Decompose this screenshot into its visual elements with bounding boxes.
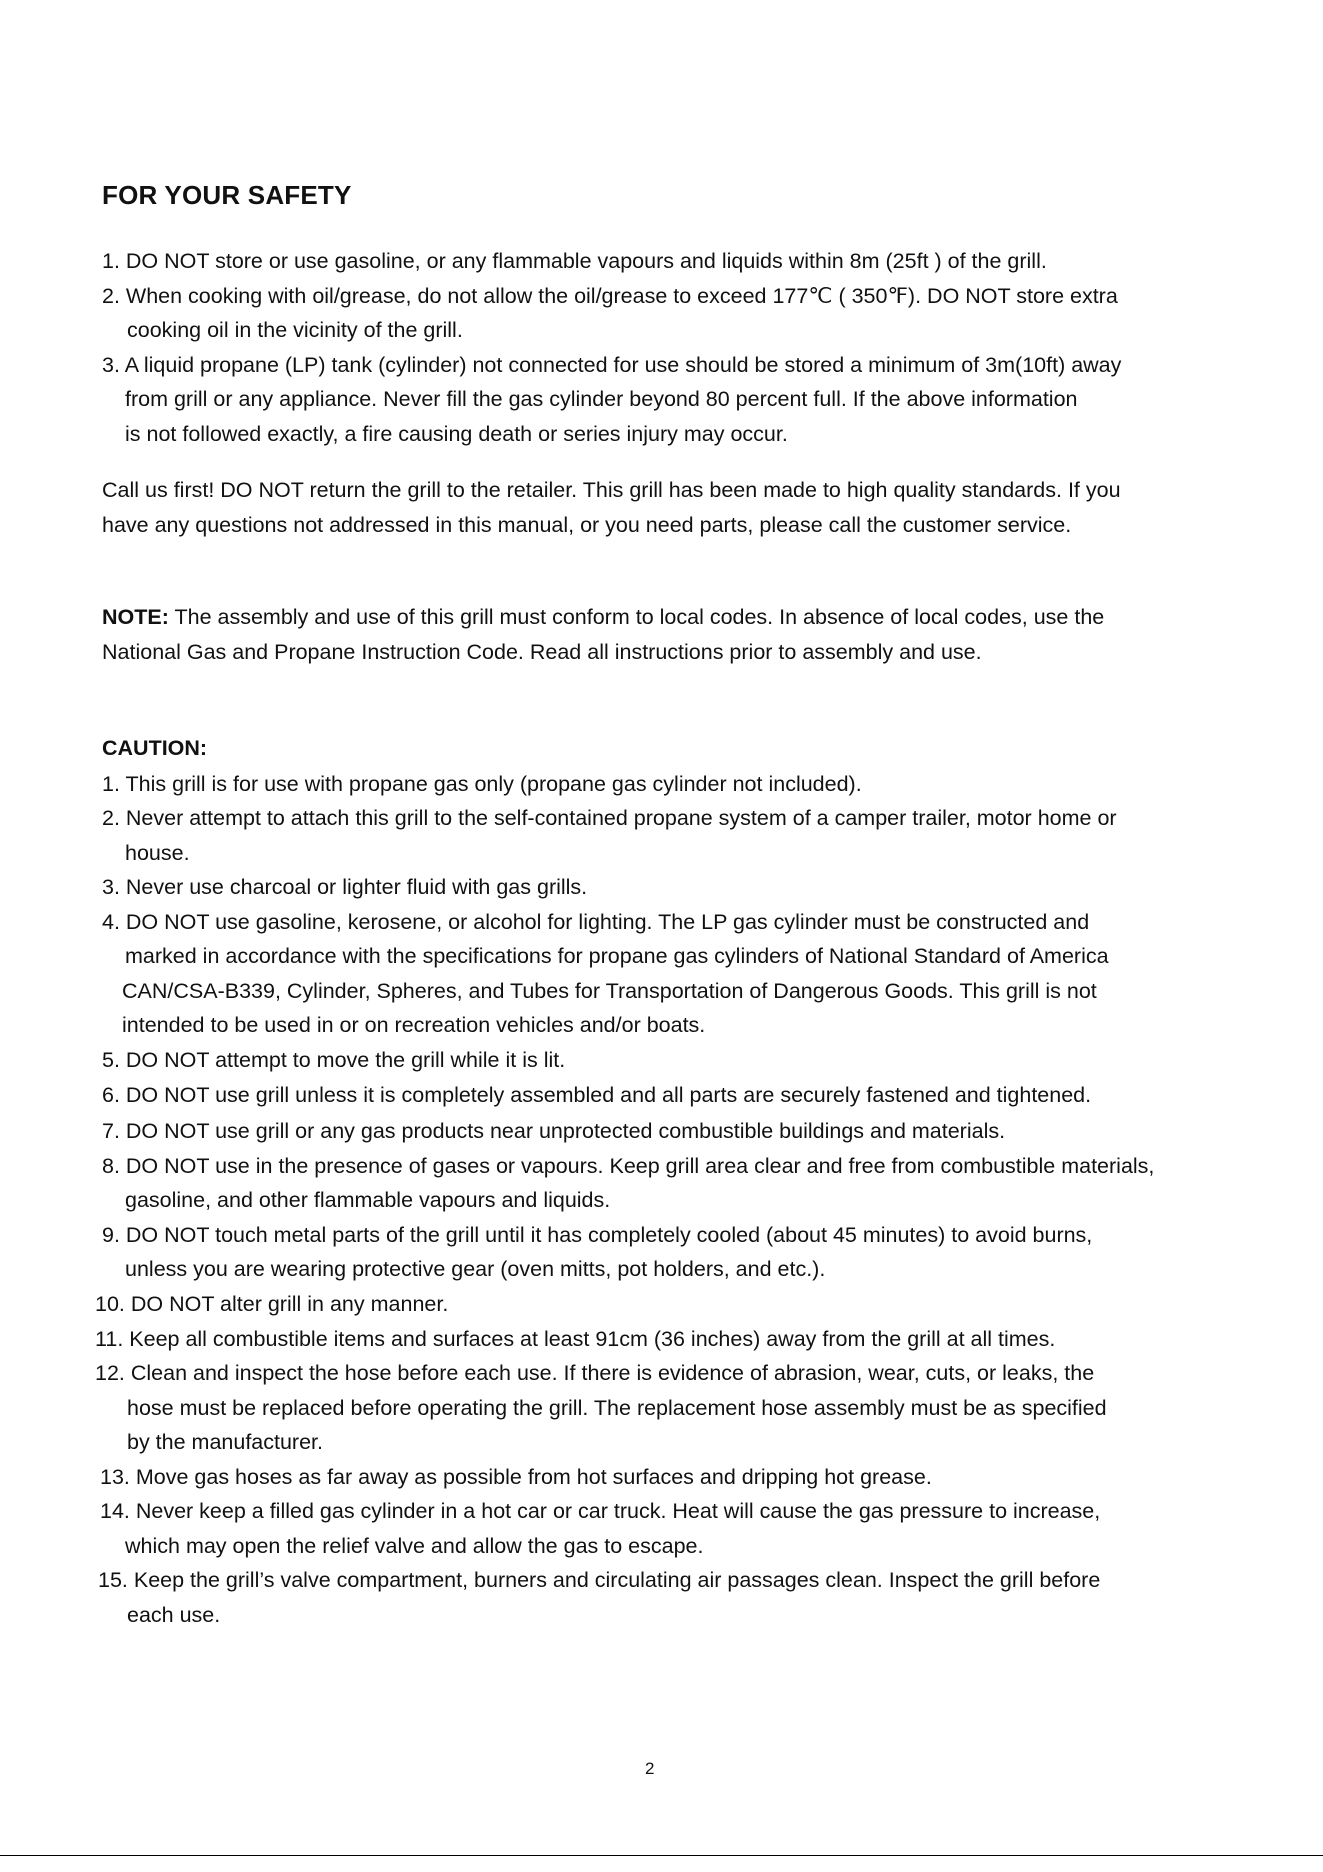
safety-item-3-cont: is not followed exactly, a fire causing death or series injury may occur.	[125, 422, 788, 446]
caution-item-4: 4. DO NOT use gasoline, kerosene, or alcohol for lighting. The LP gas cylinder must be constructed and	[102, 910, 1090, 934]
note-text: The assembly and use of this grill must conform to local codes. In absence of local codes, use the	[168, 605, 1105, 629]
caution-item-12-cont: hose must be replaced before operating the grill. The replacement hose assembly must be as specified	[127, 1396, 1107, 1420]
note-line: National Gas and Propane Instruction Code. Read all instructions prior to assembly and use.	[102, 640, 982, 664]
caution-item-8: 8. DO NOT use in the presence of gases or vapours. Keep grill area clear and free from combustible materials,	[102, 1154, 1155, 1178]
caution-item-14-cont: which may open the relief valve and allow the gas to escape.	[125, 1534, 704, 1558]
call-us-line: Call us first! DO NOT return the grill to the retailer. This grill has been made to high quality standards. If you	[102, 478, 1121, 502]
caution-item-14: 14. Never keep a filled gas cylinder in a hot car or car truck. Heat will cause the gas pressure to increase,	[100, 1499, 1101, 1523]
caution-item-12: 12. Clean and inspect the hose before each use. If there is evidence of abrasion, wear, cuts, or leaks, the	[95, 1361, 1095, 1385]
caution-item-4-cont: CAN/CSA-B339, Cylinder, Spheres, and Tubes for Transportation of Dangerous Goods. This grill is not	[122, 979, 1097, 1003]
caution-item-8-cont: gasoline, and other flammable vapours and liquids.	[125, 1188, 611, 1212]
caution-item-6: 6. DO NOT use grill unless it is completely assembled and all parts are securely fastened and tightened.	[102, 1083, 1092, 1107]
caution-item-2-cont: house.	[125, 841, 190, 865]
caution-item-4-cont: marked in accordance with the specifications for propane gas cylinders of National Standard of America	[125, 944, 1109, 968]
caution-item-13: 13. Move gas hoses as far away as possible from hot surfaces and dripping hot grease.	[100, 1465, 932, 1489]
caution-item-15: 15. Keep the grill’s valve compartment, burners and circulating air passages clean. Inspect the grill before	[98, 1568, 1101, 1592]
caution-item-2: 2. Never attempt to attach this grill to the self-contained propane system of a camper trailer, motor home or	[102, 806, 1117, 830]
bottom-divider	[0, 1855, 1323, 1856]
caution-item-5: 5. DO NOT attempt to move the grill while it is lit.	[102, 1048, 566, 1072]
caution-item-11: 11. Keep all combustible items and surfaces at least 91cm (36 inches) away from the grill at all times.	[95, 1327, 1056, 1351]
call-us-line: have any questions not addressed in this manual, or you need parts, please call the customer service.	[102, 513, 1072, 537]
caution-item-9-cont: unless you are wearing protective gear (oven mitts, pot holders, and etc.).	[125, 1257, 826, 1281]
caution-item-12-cont: by the manufacturer.	[127, 1430, 323, 1454]
caution-item-9: 9. DO NOT touch metal parts of the grill until it has completely cooled (about 45 minutes) to avoid burns,	[102, 1223, 1093, 1247]
page-number: 2	[645, 1759, 655, 1778]
safety-item-2-cont: cooking oil in the vicinity of the grill.	[127, 318, 463, 342]
caution-item-10: 10. DO NOT alter grill in any manner.	[95, 1292, 449, 1316]
safety-item-3-cont: from grill or any appliance. Never fill the gas cylinder beyond 80 percent full. If the above information	[125, 387, 1078, 411]
caution-item-7: 7. DO NOT use grill or any gas products near unprotected combustible buildings and materials.	[102, 1119, 1006, 1143]
note-label: NOTE:	[102, 605, 169, 629]
safety-item-3: 3. A liquid propane (LP) tank (cylinder) not connected for use should be stored a minimum of 3m(10ft) away	[102, 353, 1122, 377]
page-title: FOR YOUR SAFETY	[102, 180, 352, 210]
caution-item-1: 1. This grill is for use with propane gas only (propane gas cylinder not included).	[102, 772, 862, 796]
safety-item-2: 2. When cooking with oil/grease, do not allow the oil/grease to exceed 177℃ ( 350℉). DO NOT store extra	[102, 284, 1118, 308]
caution-item-3: 3. Never use charcoal or lighter fluid with gas grills.	[102, 875, 588, 899]
caution-heading: CAUTION:	[102, 736, 208, 760]
caution-item-15-cont: each use.	[127, 1603, 221, 1627]
note-line	[102, 604, 1104, 630]
safety-item-1: 1. DO NOT store or use gasoline, or any flammable vapours and liquids within 8m (25ft ) of the grill.	[102, 249, 1047, 273]
caution-item-4-cont: intended to be used in or on recreation vehicles and/or boats.	[122, 1013, 706, 1037]
